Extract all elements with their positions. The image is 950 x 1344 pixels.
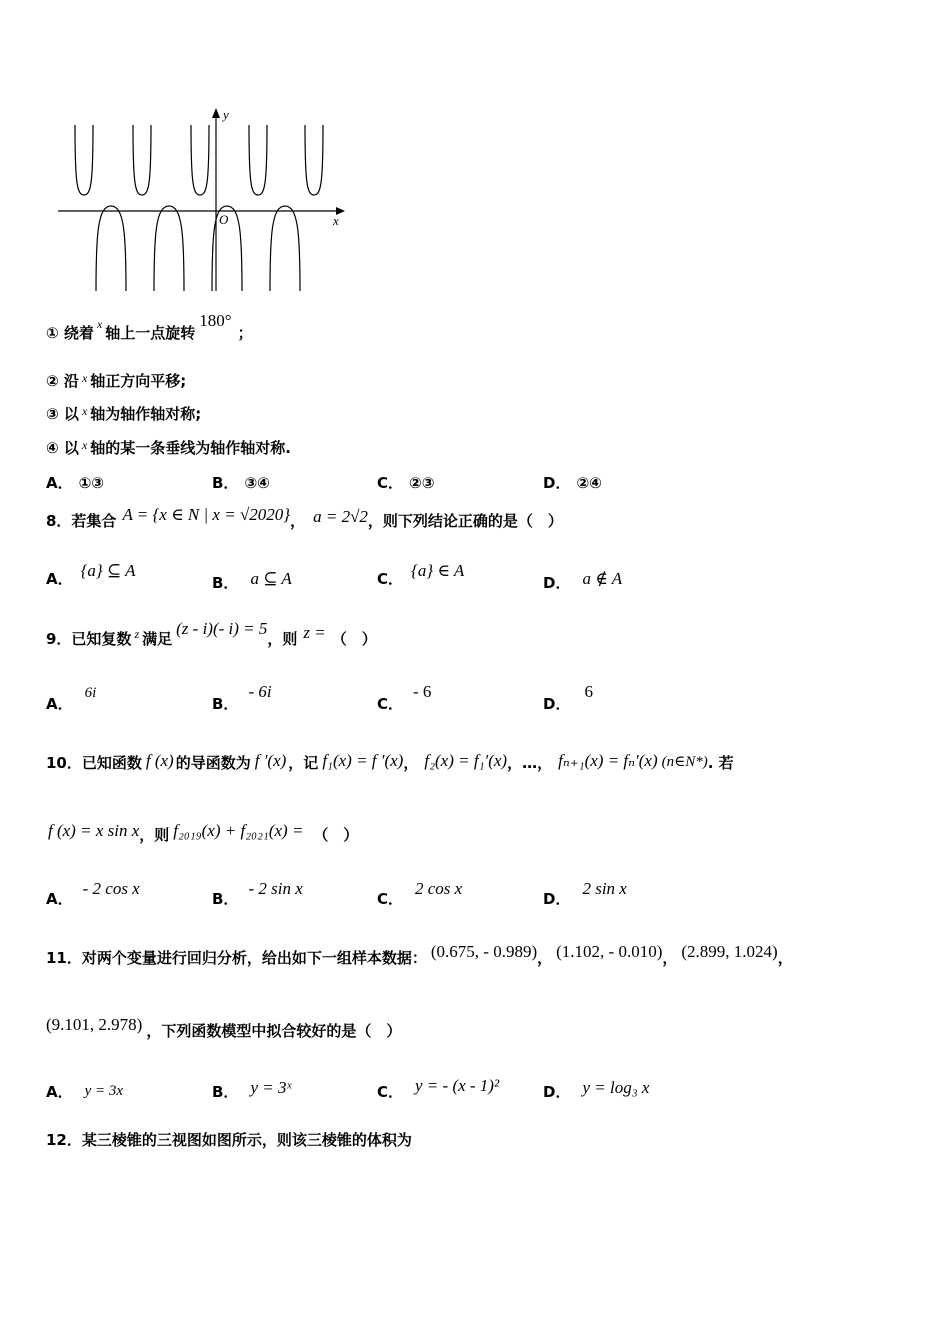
q10-option-b[interactable]: B．- 2 sin x — [212, 879, 303, 908]
q11-option-b[interactable]: B． y = 3ˣ — [212, 1078, 292, 1101]
x-axis-label: x — [333, 213, 339, 228]
q7-option-b[interactable]: B． ③④ — [212, 474, 270, 492]
q10-stem-line-1: 10．已知函数 f (x) 的导函数为 f ′(x) ，记 f₁(x) = f ′(x)， f₂(x) = f₁′(x)，…， fₙ₊₁(x) = fₙ′(x) (n∈N*). 若 — [46, 751, 734, 772]
upper-branch — [75, 125, 93, 195]
upper-branch — [249, 125, 267, 195]
q9-option-c[interactable]: C．- 6 — [377, 682, 432, 713]
lower-branch — [154, 206, 184, 291]
lower-branch — [270, 206, 300, 291]
y-axis-arrow — [212, 108, 220, 118]
q8-option-b[interactable]: B． a ⊆ A — [212, 569, 292, 592]
q11-option-a[interactable]: A． y = 3x — [46, 1083, 124, 1101]
upper-branch — [305, 125, 323, 195]
function-graph — [55, 103, 355, 293]
origin-label: O — [219, 212, 229, 227]
q11-stem-line-2: (9.101, 2.978) ，下列函数模型中拟合较好的是（ ） — [46, 1015, 402, 1040]
q7-option-a[interactable]: A． ①③ — [46, 474, 105, 492]
q11-stem-line-1: 11．对两个变量进行回归分析，给出如下一组样本数据： (0.675, - 0.989)， (1.102, - 0.010)， (2.899, 1.024)， — [46, 942, 793, 967]
q10-option-a[interactable]: A．- 2 cos x — [46, 879, 140, 908]
upper-branch — [191, 125, 209, 195]
q8-option-d[interactable]: D． a ∉ A — [543, 569, 623, 592]
lower-branch — [96, 206, 126, 291]
q7-statement-2: ② 沿 $^x$ 轴正方向平移; — [46, 371, 187, 390]
q12-stem: 12．某三棱锥的三视图如图所示，则该三棱锥的体积为 — [46, 1131, 412, 1149]
q7-statement-1: ① 绕着 $^x$ 轴上一点旋转180°； — [46, 311, 253, 342]
q10-option-c[interactable]: C．2 cos x — [377, 879, 463, 908]
q9-stem: 9．已知复数 $^z$ 满足(z - i)(- i) = 5，则 z = （ ） — [46, 619, 377, 648]
q9-option-d[interactable]: D．6 — [543, 682, 593, 713]
q11-option-c[interactable]: C． y = - (x - 1)² — [377, 1076, 500, 1101]
upper-branch — [133, 125, 151, 195]
y-axis-label: y — [223, 107, 229, 122]
q9-option-b[interactable]: B．- 6i — [212, 682, 272, 713]
q8-option-a[interactable]: A． {a} ⊆ A — [46, 561, 136, 588]
q7-statement-4: ④ 以 $^x$ 轴的某一条垂线为轴作轴对称. — [46, 438, 291, 457]
q7-option-d[interactable]: D． ②④ — [543, 474, 602, 492]
q8-stem: 8．若集合 A = {x ∈ N | x = √2020}， a = 2√2，则下列结论正确的是（ ） — [46, 505, 563, 530]
q8-option-c[interactable]: C． {a} ∈ A — [377, 561, 465, 588]
q7-statement-3: ③ 以 $^x$ 轴为轴作轴对称; — [46, 404, 202, 423]
q10-option-d[interactable]: D．2 sin x — [543, 879, 627, 908]
q11-option-d[interactable]: D． y = log₃ x — [543, 1078, 650, 1101]
q9-option-a[interactable]: A．6i — [46, 685, 97, 713]
q10-stem-line-2: f (x) = x sin x，则 f₂₀₁₉(x) + f₂₀₂₁(x) = （ ） — [48, 821, 359, 844]
q7-option-c[interactable]: C． ②③ — [377, 474, 435, 492]
